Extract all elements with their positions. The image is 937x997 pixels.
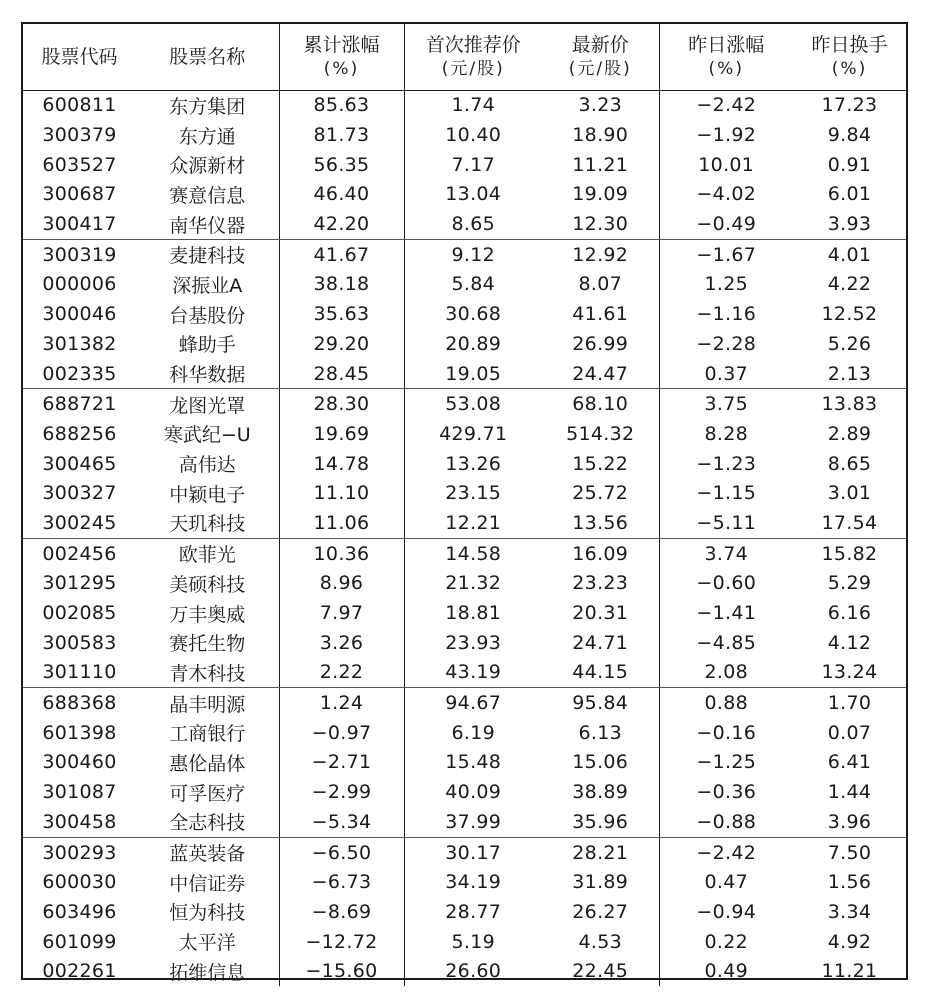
cell-cum-change: −8.69 [279,897,404,927]
cell-yesterday-change: 10.01 [659,150,793,180]
table-row [23,90,906,120]
cell-code: 002261 [42,960,117,983]
cell-name: 工商银行 [169,723,246,746]
cell-name: 欧菲光 [178,544,236,567]
cell-name: 万丰奥威 [169,603,246,626]
cell-first-price: 13.26 [404,449,542,479]
cell-yesterday-turnover: 4.12 [827,631,872,654]
cell-name: 赛托生物 [169,633,246,656]
header-code [23,24,136,90]
cell-name: 可孚医疗 [169,782,246,805]
cell-yesterday-change: −1.67 [659,239,793,269]
table-row [23,897,906,927]
cell-yesterday-turnover: 1.44 [827,781,872,804]
cell-cum-change: 28.45 [279,359,404,389]
cell-name: 中信证券 [169,872,246,895]
cell-cum-change: 3.26 [279,628,404,658]
header-cum-change-title: 累计涨幅 [303,33,380,56]
cell-yesterday-turnover: 4.01 [827,243,872,266]
cell-first-price: 26.60 [404,956,542,986]
cell-yesterday-change: 3.74 [659,538,793,568]
cell-yesterday-turnover: 15.82 [821,542,878,565]
table-row [23,270,906,300]
cell-cum-change: −12.72 [279,927,404,957]
cell-yesterday-turnover: 5.26 [827,332,872,355]
cell-first-price: 23.15 [404,478,542,508]
cell-code: 300417 [23,209,136,239]
cell-code: 600811 [42,94,117,117]
cell-first-price: 34.19 [404,867,542,897]
cell-yesterday-turnover: 11.21 [821,960,878,983]
cell-yesterday-change: 1.25 [659,270,793,300]
cell-cum-change: −0.97 [279,718,404,748]
cell-cum-change: 2.22 [279,658,404,688]
cell-code: 300458 [23,807,136,837]
cell-latest-price: 16.09 [572,542,629,565]
table-row [23,718,906,748]
cell-yesterday-turnover: 2.13 [793,359,906,389]
table-row [23,180,906,210]
header-name-label: 股票名称 [169,45,246,68]
cell-yesterday-turnover: 6.01 [827,183,872,206]
cell-yesterday-turnover: 3.96 [793,807,906,837]
cell-yesterday-change: 0.47 [659,867,793,897]
table-row [23,807,906,837]
cell-yesterday-turnover: 13.24 [793,658,906,688]
cell-first-price: 37.99 [404,807,542,837]
cell-latest-price: 19.09 [572,183,629,206]
cell-first-price: 13.04 [404,180,542,210]
cell-yesterday-change: −5.11 [659,508,793,538]
cell-first-price: 429.71 [404,419,542,449]
header-yesterday-turnover-unit: (%) [831,58,868,79]
cell-latest-price: 11.21 [572,153,629,176]
cell-yesterday-change: 0.49 [659,956,793,986]
cell-cum-change: −5.34 [279,807,404,837]
cell-name: 太平洋 [178,932,236,955]
table-header [23,24,906,90]
cell-latest-price: 23.23 [572,572,629,595]
cell-name: 赛意信息 [169,184,246,207]
cell-latest-price: 68.10 [572,393,629,416]
cell-yesterday-change: −2.42 [659,837,793,867]
cell-latest-price: 12.30 [542,209,659,239]
cell-name: 恒为科技 [169,902,246,925]
cell-yesterday-turnover: 1.56 [827,871,872,894]
cell-code: 300293 [42,841,117,864]
cell-latest-price: 28.21 [572,841,629,864]
cell-code: 688721 [42,393,117,416]
cell-name: 寒武纪−U [163,424,251,447]
table-row [23,598,906,628]
cell-yesterday-turnover: 12.52 [821,303,878,326]
cell-name: 台基股份 [169,304,246,327]
cell-code: 301382 [42,332,117,355]
table-row [23,209,906,239]
cell-first-price: 18.81 [404,598,542,628]
cell-cum-change: −15.60 [279,956,404,986]
cell-yesterday-change: 3.75 [659,389,793,419]
cell-first-price: 12.21 [404,508,542,538]
cell-cum-change: 11.10 [279,478,404,508]
cell-yesterday-turnover: 4.92 [827,930,872,953]
cell-latest-price: 4.53 [578,930,622,953]
cell-name: 深振业A [172,274,243,297]
cell-first-price: 20.89 [404,329,542,359]
cell-code: 300583 [42,631,117,654]
cell-name: 东方通 [178,125,236,148]
cell-cum-change: 81.73 [279,120,404,150]
cell-cum-change: 8.96 [279,569,404,599]
header-latest-price-title: 最新价 [571,33,629,56]
cell-yesterday-turnover: 1.70 [827,692,872,715]
table-row [23,478,906,508]
cell-name: 青木科技 [136,658,279,688]
cell-yesterday-turnover: 9.84 [827,124,872,147]
cell-yesterday-change: −1.41 [659,598,793,628]
cell-latest-price: 22.45 [572,960,629,983]
table-row [23,867,906,897]
cell-first-price: 9.12 [404,239,542,269]
cell-code: 300465 [42,452,117,475]
cell-latest-price: 13.56 [542,508,659,538]
cell-first-price: 5.84 [404,270,542,300]
cell-first-price: 28.77 [404,897,542,927]
table-row [23,299,906,329]
cell-yesterday-turnover: 4.22 [827,273,872,296]
cell-yesterday-change: −0.88 [659,807,793,837]
cell-code: 301295 [42,572,117,595]
cell-latest-price: 25.72 [572,482,629,505]
table-row [23,569,906,599]
cell-code: 300379 [42,124,117,147]
cell-code: 002335 [23,359,136,389]
header-yesterday-change [659,24,793,90]
header-yesterday-change-title: 昨日涨幅 [688,33,765,56]
table-row [23,748,906,778]
table-row [23,777,906,807]
cell-cum-change: 38.18 [279,270,404,300]
cell-latest-price: 26.27 [572,900,629,923]
cell-yesterday-change: −1.16 [659,299,793,329]
table-row [23,359,906,389]
cell-yesterday-change: −1.25 [659,748,793,778]
cell-first-price: 30.17 [404,837,542,867]
cell-code: 600030 [42,871,117,894]
cell-latest-price: 26.99 [572,332,629,355]
cell-cum-change: 56.35 [279,150,404,180]
table-row [23,449,906,479]
cell-first-price: 15.48 [404,748,542,778]
cell-latest-price: 12.92 [572,243,629,266]
header-first-price [404,24,542,90]
cell-code: 002085 [42,602,117,625]
cell-cum-change: 28.30 [279,389,404,419]
cell-cum-change: 46.40 [279,180,404,210]
cell-cum-change: 29.20 [279,329,404,359]
cell-yesterday-turnover: 17.23 [821,94,878,117]
cell-name: 麦捷科技 [169,245,246,268]
cell-yesterday-turnover: 3.34 [827,900,872,923]
table-row [23,538,906,568]
cell-first-price: 14.58 [404,538,542,568]
header-latest-price-unit: (元/股) [568,58,632,79]
table-row [23,150,906,180]
cell-yesterday-change: −0.16 [659,718,793,748]
cell-name: 天玑科技 [136,508,279,538]
cell-yesterday-change: 8.28 [659,419,793,449]
cell-code: 002456 [42,542,117,565]
cell-yesterday-turnover: 6.16 [827,602,872,625]
cell-cum-change: 1.24 [279,688,404,718]
table-row [23,927,906,957]
cell-yesterday-change: 2.08 [659,658,793,688]
cell-yesterday-turnover: 3.01 [827,482,872,505]
cell-yesterday-change: 0.88 [659,688,793,718]
cell-cum-change: 85.63 [279,90,404,120]
stock-recommendation-table [23,24,906,986]
table-row [23,120,906,150]
cell-code: 300327 [42,482,117,505]
table-row [23,389,906,419]
cell-first-price: 8.65 [404,209,542,239]
cell-yesterday-change: −2.42 [659,90,793,120]
cell-latest-price: 38.89 [572,781,629,804]
cell-latest-price: 31.89 [572,871,629,894]
cell-code: 601398 [42,721,117,744]
cell-code: 300460 [42,751,117,774]
cell-first-price: 1.74 [404,90,542,120]
cell-yesterday-change: −1.23 [659,449,793,479]
cell-first-price: 40.09 [404,777,542,807]
cell-latest-price: 35.96 [542,807,659,837]
cell-latest-price: 95.84 [572,692,629,715]
cell-latest-price: 6.13 [578,721,622,744]
cell-first-price: 6.19 [404,718,542,748]
cell-latest-price: 8.07 [578,273,622,296]
cell-cum-change: 41.67 [279,239,404,269]
cell-yesterday-turnover: 5.29 [827,572,872,595]
cell-first-price: 23.93 [404,628,542,658]
cell-cum-change: 10.36 [279,538,404,568]
cell-name: 全志科技 [136,807,279,837]
cell-yesterday-turnover: 17.54 [793,508,906,538]
cell-latest-price: 514.32 [566,422,635,445]
cell-cum-change: −6.50 [279,837,404,867]
header-latest-price [542,24,659,90]
cell-code: 688368 [42,692,117,715]
cell-cum-change: −2.71 [279,748,404,778]
cell-cum-change: 7.97 [279,598,404,628]
table-row [23,837,906,867]
cell-latest-price: 3.23 [578,94,622,117]
cell-cum-change: 14.78 [279,449,404,479]
header-yesterday-turnover [793,24,906,90]
cell-yesterday-change: −1.92 [659,120,793,150]
table-body [23,90,906,986]
cell-code: 000006 [42,273,117,296]
cell-code: 300319 [42,243,117,266]
header-code-label: 股票代码 [41,45,118,68]
table-row [23,628,906,658]
header-cum-change [279,24,404,90]
stock-table-frame [21,22,908,984]
header-yesterday-turnover-title: 昨日换手 [811,33,888,56]
header-name [136,24,279,90]
cell-yesterday-change: −0.36 [659,777,793,807]
table-row [23,239,906,269]
cell-name: 科华数据 [136,359,279,389]
header-first-price-unit: (元/股) [441,58,505,79]
cell-yesterday-turnover: 0.91 [827,153,872,176]
cell-latest-price: 44.15 [542,658,659,688]
cell-yesterday-turnover: 6.41 [827,751,872,774]
cell-yesterday-change: −2.28 [659,329,793,359]
cell-code: 603496 [42,900,117,923]
cell-code: 300687 [42,183,117,206]
table-row [23,419,906,449]
cell-code: 603527 [42,153,117,176]
cell-name: 东方集团 [169,95,246,118]
cell-first-price: 5.19 [404,927,542,957]
cell-first-price: 19.05 [404,359,542,389]
cell-code: 301087 [42,781,117,804]
cell-yesterday-change: −0.94 [659,897,793,927]
cell-latest-price: 41.61 [572,303,629,326]
table-row [23,329,906,359]
cell-latest-price: 15.22 [572,452,629,475]
cell-name: 惠伦晶体 [169,752,246,775]
table-row [23,688,906,718]
cell-yesterday-change: −0.49 [659,209,793,239]
header-row [23,24,906,90]
cell-cum-change: 42.20 [279,209,404,239]
cell-code: 300245 [23,508,136,538]
cell-cum-change: 35.63 [279,299,404,329]
header-yesterday-change-unit: (%) [708,58,744,79]
cell-cum-change: −2.99 [279,777,404,807]
cell-name: 晶丰明源 [169,693,246,716]
cell-cum-change: 11.06 [279,508,404,538]
cell-name: 美硕科技 [169,573,246,596]
cell-first-price: 30.68 [404,299,542,329]
cell-name: 拓维信息 [169,961,246,984]
cell-code: 601099 [42,930,117,953]
cell-first-price: 21.32 [404,569,542,599]
cell-yesterday-change: −4.85 [659,628,793,658]
cell-yesterday-change: −1.15 [659,478,793,508]
cell-name: 南华仪器 [136,209,279,239]
cell-name: 蜂助手 [178,334,236,357]
cell-cum-change: 19.69 [279,419,404,449]
cell-yesterday-turnover: 8.65 [827,452,872,475]
header-cum-change-unit: (%) [323,58,360,79]
cell-latest-price: 15.06 [572,751,629,774]
cell-yesterday-change: 0.22 [659,927,793,957]
cell-latest-price: 24.71 [572,631,629,654]
cell-first-price: 94.67 [404,688,542,718]
cell-yesterday-turnover: 7.50 [827,841,872,864]
cell-yesterday-turnover: 13.83 [821,393,878,416]
cell-name: 中颖电子 [169,483,246,506]
cell-latest-price: 20.31 [572,602,629,625]
cell-code: 688256 [42,422,117,445]
cell-latest-price: 18.90 [572,124,629,147]
cell-first-price: 10.40 [404,120,542,150]
cell-yesterday-change: −0.60 [659,569,793,599]
cell-name: 高伟达 [178,454,236,477]
cell-first-price: 53.08 [404,389,542,419]
table-row [23,956,906,986]
cell-name: 龙图光罩 [169,394,246,417]
table-row [23,658,906,688]
cell-cum-change: −6.73 [279,867,404,897]
cell-yesterday-change: 0.37 [659,359,793,389]
cell-yesterday-turnover: 0.07 [827,721,872,744]
cell-name: 蓝英装备 [169,843,246,866]
cell-yesterday-turnover: 3.93 [793,209,906,239]
cell-first-price: 43.19 [404,658,542,688]
cell-code: 300046 [42,303,117,326]
cell-yesterday-change: −4.02 [659,180,793,210]
cell-code: 301110 [23,658,136,688]
table-row [23,508,906,538]
cell-name: 众源新材 [169,155,246,178]
cell-latest-price: 24.47 [542,359,659,389]
cell-first-price: 7.17 [404,150,542,180]
header-first-price-title: 首次推荐价 [425,33,521,56]
cell-yesterday-turnover: 2.89 [827,422,872,445]
